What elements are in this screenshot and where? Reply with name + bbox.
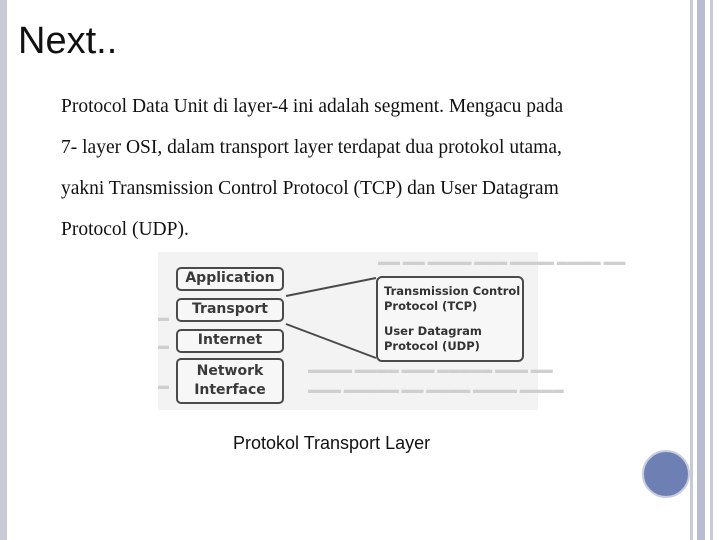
layer-internet — [176, 329, 284, 353]
tcp-line-1: Transmission Control — [384, 284, 521, 298]
layer-network-interface — [176, 358, 284, 404]
layer-transport — [176, 298, 284, 322]
tcp-label — [384, 284, 520, 314]
udp-line-2: Protocol (UDP) — [384, 339, 480, 353]
layer-application — [176, 267, 284, 291]
layer-application-label: Application — [185, 270, 275, 286]
right-decorative-bar — [697, 0, 705, 540]
left-decorative-bar — [0, 0, 7, 540]
body-paragraph — [61, 86, 661, 250]
tcp-ip-layer-figure: ▬▬ ▬▬ ▬▬▬▬ ▬▬▬ ▬▬▬▬ ▬▬▬▬ ▬▬ ▬ ▬ ▬ ▬▬▬▬ ▬▬▬▬ ▬▬▬ ▬▬▬▬▬ ▬▬▬ ▬▬ ▬▬▬ ▬▬▬▬▬ ▬▬ ▬▬▬▬ ▬▬▬▬ ▬▬▬▬ Application Transport Internet Network Interface Transmission Control Protocol (TCP) User Datagram Protocol (UDP) — [158, 252, 538, 410]
right-decorative-bar — [690, 0, 693, 540]
figure-caption: Protokol Transport Layer — [233, 433, 431, 453]
layer-interface-label: Interface — [194, 382, 266, 398]
layer-internet-label: Internet — [197, 332, 263, 348]
paragraph-line: Protocol (UDP). — [61, 219, 189, 240]
right-decorative-bar — [710, 0, 713, 540]
udp-line-1: User Datagram — [384, 324, 482, 338]
paragraph-line: yakni Transmission Control Protocol (TCP) dan User Datagram — [61, 178, 559, 199]
transport-protocols-box — [376, 276, 524, 362]
tcp-line-2: Protocol (TCP) — [384, 299, 478, 313]
paragraph-line: 7- layer OSI, dalam transport layer terdapat dua protokol utama, — [61, 137, 562, 158]
slide-title: Next.. — [18, 20, 118, 62]
decorative-circle — [642, 450, 690, 498]
paragraph-line: Protocol Data Unit di layer-4 ini adalah segment. Mengacu pada — [61, 96, 564, 117]
udp-label — [384, 324, 482, 354]
layer-network-label: Network — [196, 363, 264, 379]
layer-transport-label: Transport — [192, 301, 268, 317]
